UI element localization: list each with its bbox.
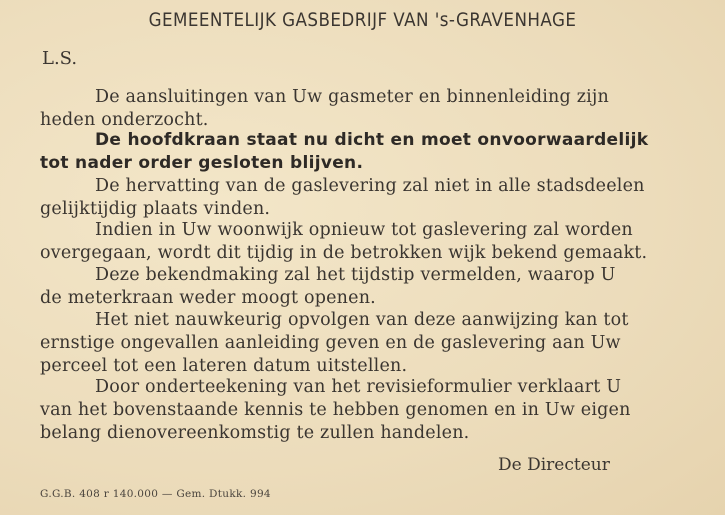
paragraph-line: van het bovenstaande kennis te hebben genomen en in Uw eigen: [40, 400, 631, 420]
signature: De Directeur: [498, 455, 610, 475]
paragraph-line: ernstige ongevallen aanleiding geven en de gaslevering aan Uw: [40, 333, 621, 353]
paragraph-line: Deze bekendmaking zal het tijdstip vermelden, waarop U: [95, 265, 616, 285]
document-title: GEMEENTELIJK GASBEDRIJF VAN 's-GRAVENHAGE: [148, 9, 577, 31]
paragraph-announcement: [40, 264, 690, 310]
paragraph-line: Het niet nauwkeurig opvolgen van deze aanwijzing kan tot: [95, 310, 629, 330]
paragraph-signing: [40, 376, 690, 445]
paragraph-line: heden onderzocht.: [40, 110, 209, 130]
paragraph-line: overgegaan, wordt dit tijdig in de betrokken wijk bekend gemaakt.: [40, 243, 648, 263]
paragraph-line: de meterkraan weder moogt openen.: [40, 288, 376, 308]
paragraph-resumption: [40, 175, 690, 221]
salutation: L.S.: [42, 48, 78, 69]
paragraph-neighbourhood: [40, 219, 690, 265]
paragraph-inspection: [40, 86, 690, 132]
paragraph-line: belang dienovereenkomstig te zullen handelen.: [40, 423, 470, 443]
paragraph-line: De aansluitingen van Uw gasmeter en binnenleiding zijn: [95, 87, 610, 107]
paragraph-line: Door onderteekening van het revisieformulier verklaart U: [95, 377, 622, 397]
paragraph-line: gelijktijdig plaats vinden.: [40, 199, 271, 219]
paragraph-line: perceel tot een lateren datum uitstellen.: [40, 356, 408, 376]
paragraph-main-valve-warning: [40, 129, 690, 175]
paragraph-line: De hoofdkraan staat nu dicht en moet onvoorwaardelijk: [95, 130, 649, 150]
paragraph-line: De hervatting van de gaslevering zal niet in alle stadsdeelen: [95, 176, 645, 196]
paragraph-caution: [40, 309, 690, 378]
printer-imprint: G.G.B. 408 r 140.000 — Gem. Dtukk. 994: [40, 488, 271, 500]
paragraph-line: Indien in Uw woonwijk opnieuw tot gaslevering zal worden: [95, 220, 633, 240]
paragraph-line: tot nader order gesloten blijven.: [40, 153, 364, 173]
